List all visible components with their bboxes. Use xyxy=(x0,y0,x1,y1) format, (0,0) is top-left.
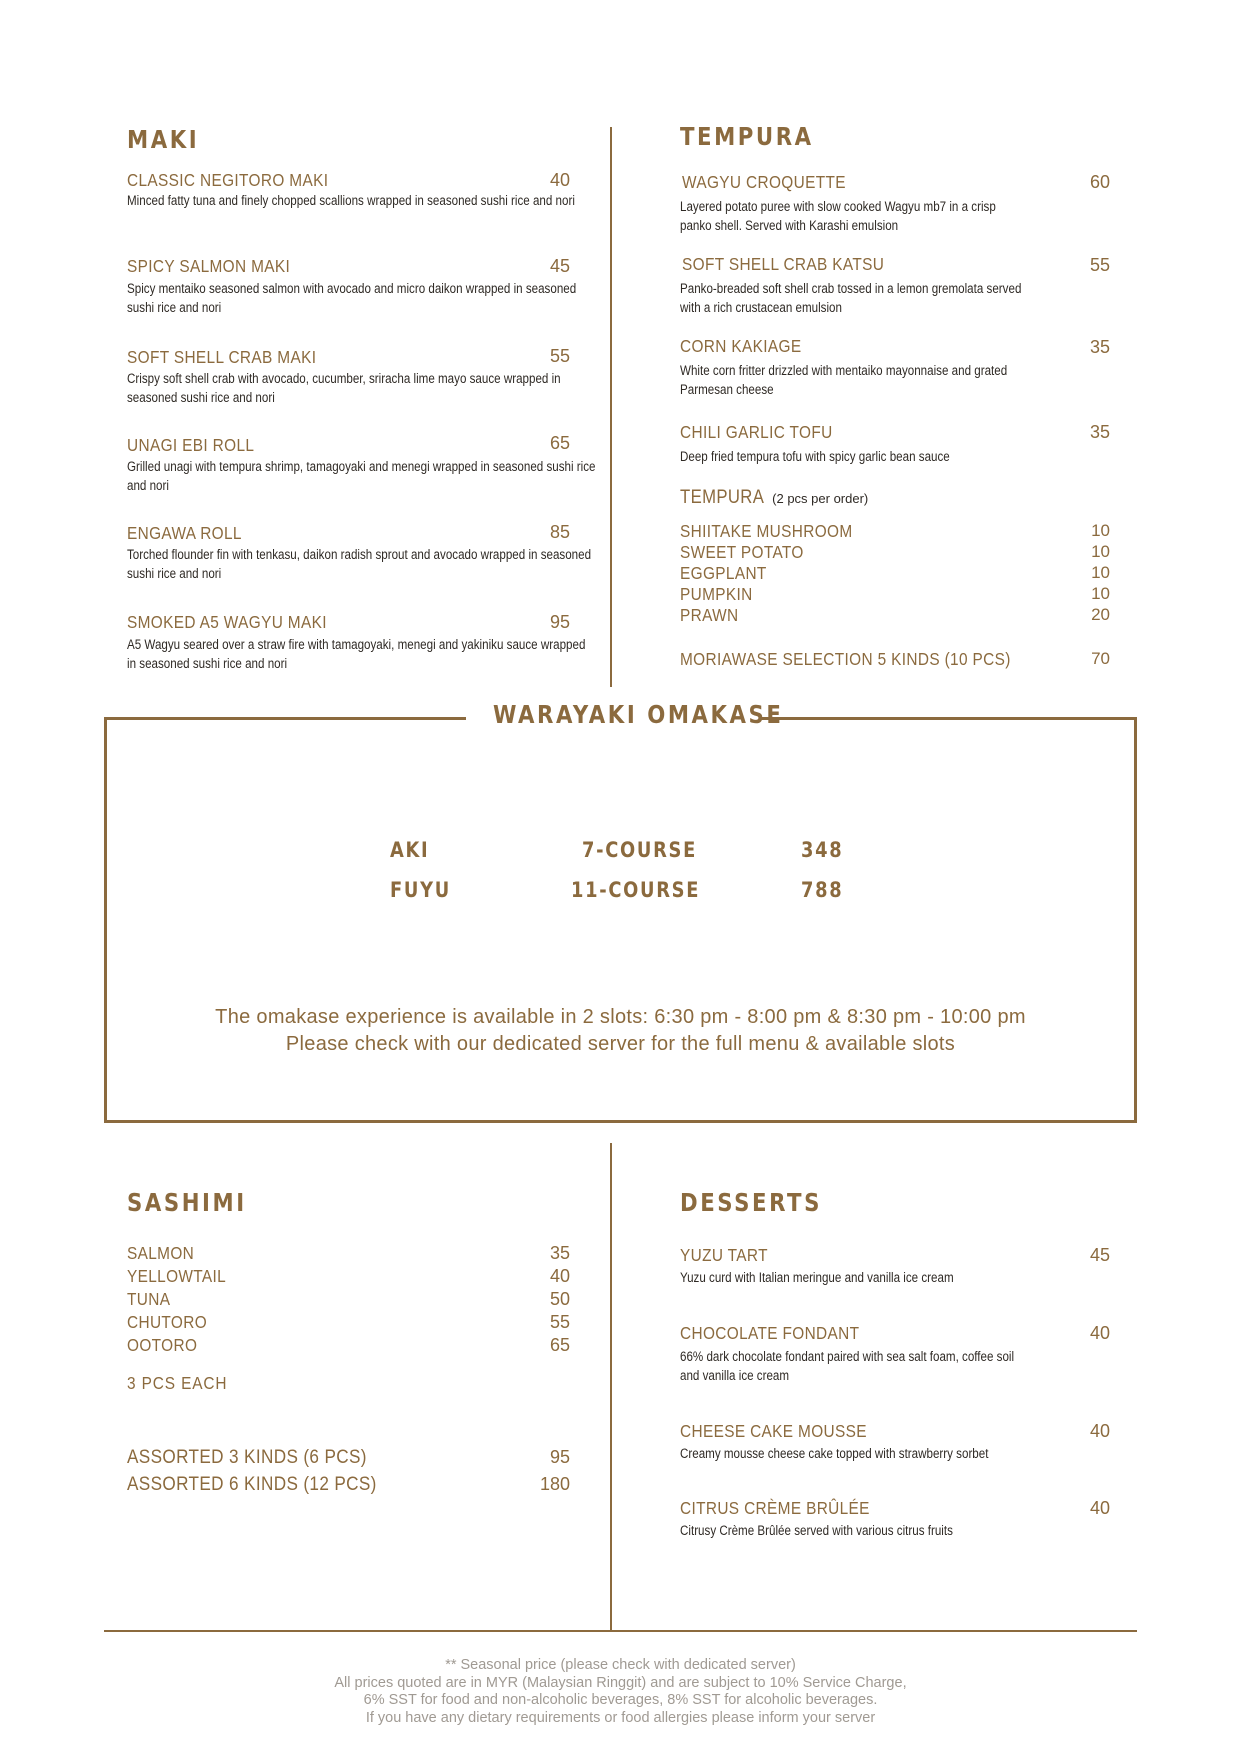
item-name: SPICY SALMON MAKI xyxy=(127,256,291,276)
sashimi-item-price: 65 xyxy=(549,1335,570,1355)
tempura-sub-item-price: 10 xyxy=(1091,563,1110,582)
item-name: ENGAWA ROLL xyxy=(127,523,242,543)
sashimi-item-price: 55 xyxy=(549,1312,570,1332)
item-desc: Creamy mousse cheese cake topped with strawberry sorbet xyxy=(680,1446,989,1461)
item-desc: Layered potato puree with slow cooked Wagyu mb7 in a crisp panko shell. Served with Karashi emulsion xyxy=(680,199,996,233)
item-name: CHILI GARLIC TOFU xyxy=(680,422,833,442)
tempura-heading: TEMPURA xyxy=(680,122,814,151)
tempura-sub-item-name: EGGPLANT xyxy=(680,563,767,583)
omakase-note-line2: Please check with our dedicated server for the full menu & available slots xyxy=(285,1033,956,1055)
item-desc: Minced fatty tuna and finely chopped scallions wrapped in seasoned sushi rice and nori xyxy=(127,193,575,208)
item-price: 65 xyxy=(549,433,570,453)
item-desc: A5 Wagyu seared over a straw fire with tamagoyaki, menegi and yakiniku sauce wrapped in seasoned sushi rice and nori xyxy=(127,637,586,671)
sashimi-item-name: CHUTORO xyxy=(127,1312,208,1332)
item-price: 85 xyxy=(549,522,570,542)
desserts-heading: DESSERTS xyxy=(680,1188,822,1217)
assorted-price: 95 xyxy=(549,1447,570,1467)
footer-line-4: If you have any dietary requirements or food allergies please inform your server xyxy=(365,1710,876,1726)
tempura-sub-item-name: PUMPKIN xyxy=(680,584,753,604)
omakase-row-price: 348 xyxy=(801,838,844,862)
item-name: CITRUS CRÈME BRÛLÉE xyxy=(680,1498,870,1518)
item-desc: White corn fritter drizzled with mentaiko mayonnaise and grated Parmesan cheese xyxy=(680,363,1008,397)
item-desc: Citrusy Crème Brûlée served with various citrus fruits xyxy=(680,1523,953,1538)
item-name: SOFT SHELL CRAB MAKI xyxy=(127,347,317,367)
tempura-sub-item-name: SHIITAKE MUSHROOM xyxy=(680,521,853,541)
item-name: WAGYU CROQUETTE xyxy=(682,172,846,192)
top-column-divider xyxy=(610,127,612,687)
maki-heading: MAKI xyxy=(127,125,200,154)
item-desc: Crispy soft shell crab with avocado, cucumber, sriracha lime mayo sauce wrapped in seasoned sushi rice and nori xyxy=(127,371,561,405)
tempura-sub-item-price: 10 xyxy=(1091,521,1110,540)
sashimi-item-name: SALMON xyxy=(127,1243,195,1263)
footer-divider xyxy=(104,1630,1137,1632)
omakase-row-name: AKI xyxy=(390,838,430,862)
item-price: 40 xyxy=(1089,1421,1110,1441)
omakase-note-line1: The omakase experience is available in 2 slots: 6:30 pm - 8:00 pm & 8:30 pm - 10:00 pm xyxy=(215,1006,1026,1028)
tempura-sub-heading xyxy=(680,487,868,509)
item-price: 95 xyxy=(549,612,570,632)
sashimi-item-price: 40 xyxy=(549,1266,570,1286)
omakase-row-name: FUYU xyxy=(390,878,451,902)
sashimi-item-price: 50 xyxy=(549,1289,570,1309)
assorted-name: ASSORTED 6 KINDS (12 PCS) xyxy=(127,1473,377,1495)
omakase-frame xyxy=(104,717,1137,1123)
moriawase-name: MORIAWASE SELECTION 5 KINDS (10 PCS) xyxy=(680,649,1011,669)
sashimi-item-price: 35 xyxy=(549,1243,570,1263)
item-price: 40 xyxy=(1089,1498,1110,1518)
tempura-sub-item-price: 20 xyxy=(1091,605,1110,624)
item-name: SMOKED A5 WAGYU MAKI xyxy=(127,612,327,632)
assorted-price: 180 xyxy=(539,1474,570,1494)
item-name: SOFT SHELL CRAB KATSU xyxy=(682,254,885,274)
item-desc: Panko-breaded soft shell crab tossed in a lemon gremolata served with a rich crustacean emulsion xyxy=(680,281,1022,315)
sashimi-item-name: YELLOWTAIL xyxy=(127,1266,227,1286)
item-price: 45 xyxy=(549,256,570,276)
item-desc: Yuzu curd with Italian meringue and vanilla ice cream xyxy=(680,1270,954,1285)
item-price: 55 xyxy=(1089,255,1110,275)
sashimi-pcs-note: 3 PCS EACH xyxy=(127,1373,228,1393)
item-price: 55 xyxy=(549,346,570,366)
item-price: 40 xyxy=(549,170,570,190)
sashimi-heading: SASHIMI xyxy=(127,1188,247,1217)
omakase-title-wrap xyxy=(466,700,784,736)
omakase-row-course: 11-COURSE xyxy=(571,878,701,902)
item-name: CLASSIC NEGITORO MAKI xyxy=(127,170,329,190)
item-name: CORN KAKIAGE xyxy=(680,336,802,356)
item-desc: Spicy mentaiko seasoned salmon with avocado and micro daikon wrapped in seasoned sushi rice and nori xyxy=(127,281,577,315)
item-name: YUZU TART xyxy=(680,1245,768,1265)
item-price: 35 xyxy=(1089,422,1110,442)
item-desc: 66% dark chocolate fondant paired with sea salt foam, coffee soil and vanilla ice cream xyxy=(680,1349,1015,1383)
omakase-row-course: 7-COURSE xyxy=(582,838,698,862)
item-name: CHOCOLATE FONDANT xyxy=(680,1323,860,1343)
tempura-sub-item-name: SWEET POTATO xyxy=(680,542,804,562)
tempura-sub-item-price: 10 xyxy=(1091,584,1110,603)
omakase-heading: WARAYAKI OMAKASE xyxy=(493,700,784,729)
sashimi-item-name: OOTORO xyxy=(127,1335,198,1355)
tempura-sub-item-price: 10 xyxy=(1091,542,1110,561)
item-price: 35 xyxy=(1089,337,1110,357)
sub-heading-title: TEMPURA xyxy=(680,487,765,508)
sub-heading-note: (2 pcs per order) xyxy=(772,491,869,506)
item-price: 60 xyxy=(1089,172,1110,192)
footer-line-3: 6% SST for food and non-alcoholic beverages, 8% SST for alcoholic beverages. xyxy=(363,1692,878,1708)
item-name: UNAGI EBI ROLL xyxy=(127,435,255,455)
item-name: CHEESE CAKE MOUSSE xyxy=(680,1421,867,1441)
omakase-row-price: 788 xyxy=(801,878,844,902)
sashimi-item-name: TUNA xyxy=(127,1289,171,1309)
moriawase-price: 70 xyxy=(1091,649,1110,668)
footer-line-1: ** Seasonal price (please check with dedicated server) xyxy=(445,1657,796,1673)
assorted-name: ASSORTED 3 KINDS (6 PCS) xyxy=(127,1446,367,1468)
item-desc: Grilled unagi with tempura shrimp, tamagoyaki and menegi wrapped in seasoned sushi rice and nori xyxy=(127,459,596,493)
bottom-column-divider xyxy=(610,1143,612,1630)
footer-line-2: All prices quoted are in MYR (Malaysian Ringgit) and are subject to 10% Service Charge, xyxy=(334,1675,907,1691)
item-desc: Torched flounder fin with tenkasu, daikon radish sprout and avocado wrapped in seasoned sushi rice and nori xyxy=(127,547,592,581)
tempura-sub-item-name: PRAWN xyxy=(680,605,739,625)
item-price: 45 xyxy=(1089,1245,1110,1265)
item-price: 40 xyxy=(1089,1323,1110,1343)
item-desc: Deep fried tempura tofu with spicy garlic bean sauce xyxy=(680,449,950,464)
